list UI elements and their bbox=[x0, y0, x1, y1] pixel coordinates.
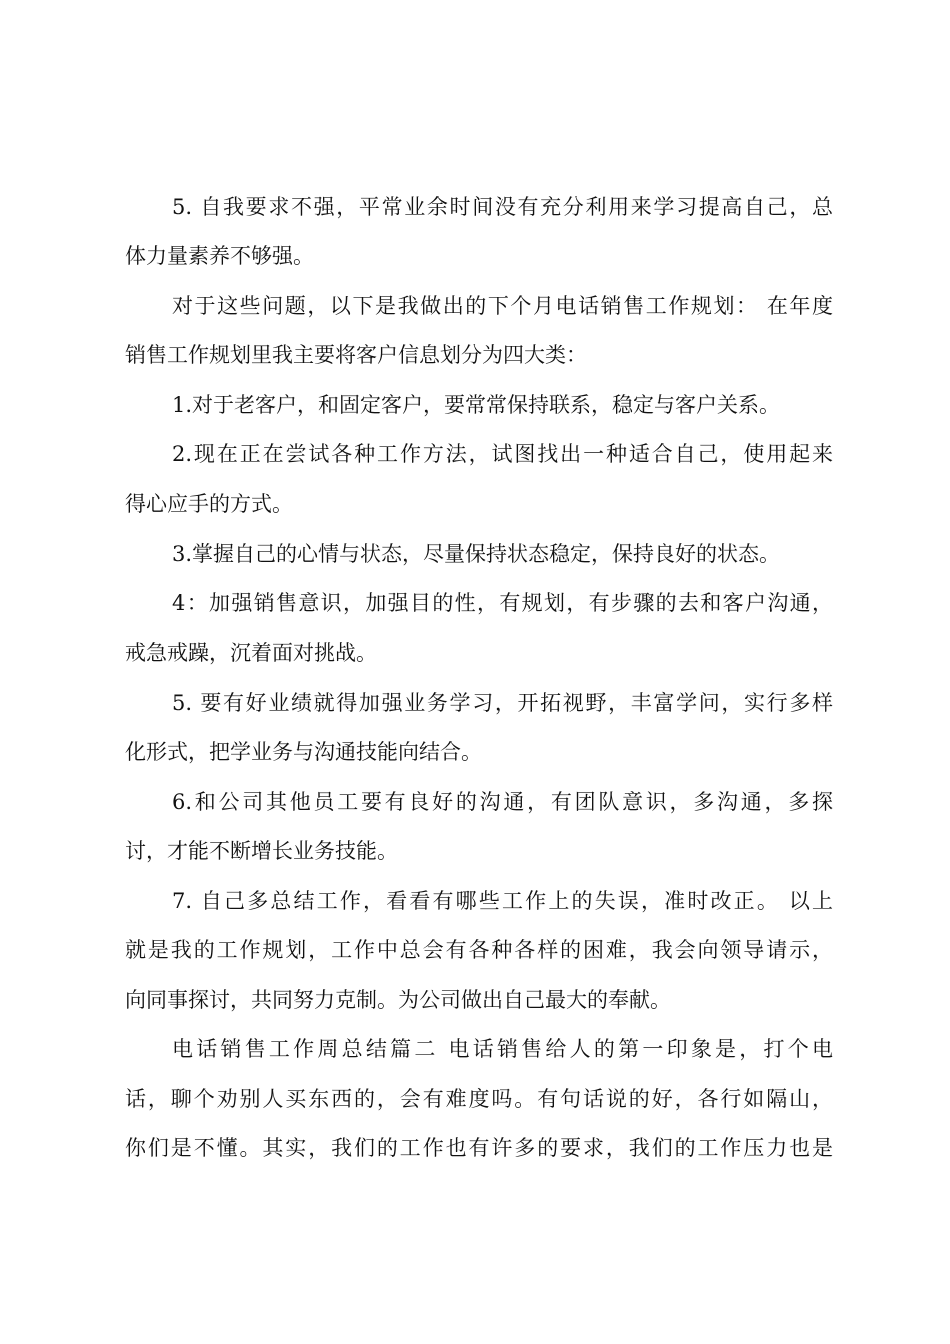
paragraph-line: 7. 自己多总结工作，看看有哪些工作上的失误，准时改正。 以上 bbox=[172, 889, 833, 913]
paragraph-line: 4：加强销售意识，加强目的性，有规划，有步骤的去和客户沟通， bbox=[172, 591, 833, 615]
paragraph-line: 讨，才能不断增长业务技能。 bbox=[125, 839, 398, 863]
paragraph-line: 2.现在正在尝试各种工作方法，试图找出一种适合自己，使用起来 bbox=[172, 442, 833, 466]
paragraph-line: 5. 要有好业绩就得加强业务学习，开拓视野，丰富学问，实行多样 bbox=[172, 691, 833, 715]
paragraph-line: 1.对于老客户，和固定客户，要常常保持联系，稳定与客户关系。 bbox=[172, 393, 781, 417]
paragraph-line: 销售工作规划里我主要将客户信息划分为四大类： bbox=[125, 343, 587, 367]
paragraph-line: 对于这些问题，以下是我做出的下个月电话销售工作规划： 在年度 bbox=[172, 294, 833, 318]
paragraph-line: 3.掌握自己的心情与状态，尽量保持状态稳定，保持良好的状态。 bbox=[172, 542, 781, 566]
paragraph-line: 6.和公司其他员工要有良好的沟通，有团队意识，多沟通，多探 bbox=[172, 790, 833, 814]
paragraph-line: 向同事探讨，共同努力克制。为公司做出自己最大的奉献。 bbox=[125, 988, 671, 1012]
paragraph-line: 电话销售工作周总结篇二 电话销售给人的第一印象是，打个电 bbox=[172, 1037, 833, 1061]
paragraph-line: 你们是不懂。其实，我们的工作也有许多的要求，我们的工作压力也是 bbox=[125, 1136, 833, 1160]
paragraph-line: 得心应手的方式。 bbox=[125, 492, 293, 516]
paragraph-line: 话，聊个劝别人买东西的，会有难度吗。有句话说的好，各行如隔山， bbox=[125, 1087, 833, 1111]
paragraph-line: 化形式，把学业务与沟通技能向结合。 bbox=[125, 740, 482, 764]
paragraph-line: 体力量素养不够强。 bbox=[125, 244, 314, 268]
paragraph-line: 就是我的工作规划，工作中总会有各种各样的困难，我会向领导请示， bbox=[125, 938, 833, 962]
paragraph-line: 5. 自我要求不强，平常业余时间没有充分利用来学习提高自己，总 bbox=[172, 195, 833, 219]
paragraph-line: 戒急戒躁，沉着面对挑战。 bbox=[125, 641, 377, 665]
